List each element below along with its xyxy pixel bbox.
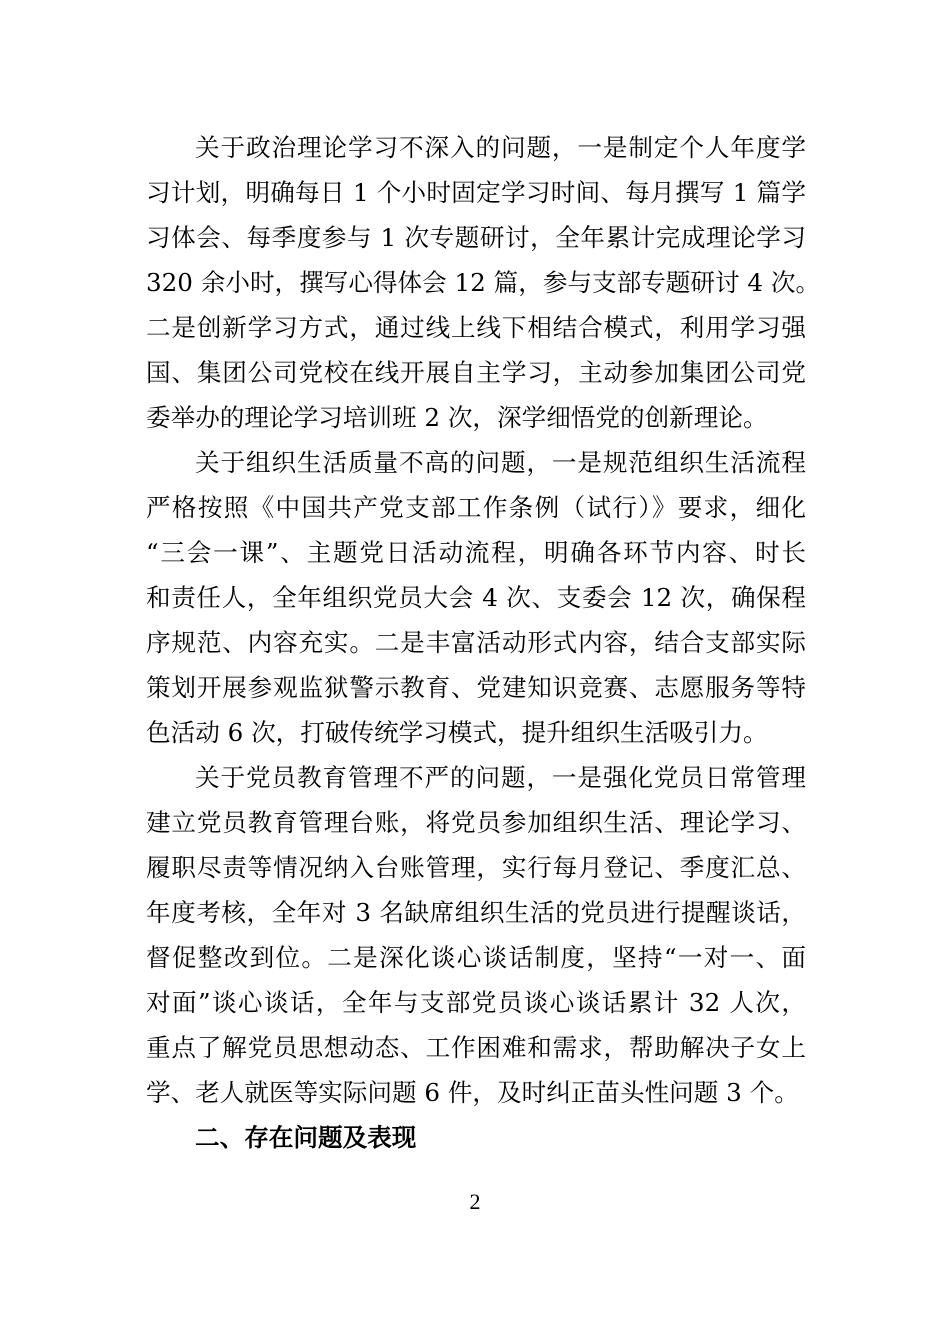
paragraph-1-line-3: 习体会、每季度参与 1 次专题研讨，全年累计完成理论学习 [146,223,806,252]
paragraph-3-line-3: 履职尽责等情况纳入台账管理，实行每月登记、季度汇总、 [146,853,806,882]
paragraph-3-line-1: 关于党员教育管理不严的问题，一是强化党员日常管理 [195,763,806,792]
paragraph-2-line-5: 序规范、内容充实。二是丰富活动形式内容，结合支部实际 [146,628,806,657]
section-heading: 二、存在问题及表现 [195,1123,417,1152]
paragraph-2-line-3: “三会一课”、主题党日活动流程，明确各环节内容、时长 [146,538,806,567]
paragraph-1-line-5: 二是创新学习方式，通过线上线下相结合模式，利用学习强 [146,313,806,342]
paragraph-2-line-4: 和责任人，全年组织党员大会 4 次、支委会 12 次，确保程 [146,583,806,612]
paragraph-1-line-2: 习计划，明确每日 1 个小时固定学习时间、每月撰写 1 篇学 [146,178,806,207]
paragraph-2-line-2: 严格按照《中国共产党支部工作条例（试行）》要求，细化 [146,493,806,522]
paragraph-1-line-6: 国、集团公司党校在线开展自主学习，主动参加集团公司党 [146,358,806,387]
paragraph-2-line-1: 关于组织生活质量不高的问题，一是规范组织生活流程 [195,448,806,477]
paragraph-3-line-6: 对面”谈心谈话，全年与支部党员谈心谈话累计 32 人次， [146,988,806,1017]
paragraph-1-line-4: 320 余小时，撰写心得体会 12 篇，参与支部专题研讨 4 次。 [146,268,821,297]
paragraph-3-line-8: 学、老人就医等实际问题 6 件，及时纠正苗头性问题 3 个。 [146,1078,799,1107]
paragraph-3-line-4: 年度考核，全年对 3 名缺席组织生活的党员进行提醒谈话， [146,898,806,927]
paragraph-2-line-6: 策划开展参观监狱警示教育、党建知识竞赛、志愿服务等特 [146,673,806,702]
paragraph-3-line-5: 督促整改到位。二是深化谈心谈话制度，坚持“一对一、面 [146,943,806,972]
paragraph-1-line-7: 委举办的理论学习培训班 2 次，深学细悟党的创新理论。 [146,403,768,432]
page-number: 2 [469,1189,481,1214]
paragraph-2-line-7: 色活动 6 次，打破传统学习模式，提升组织生活吸引力。 [146,718,768,747]
paragraph-3-line-2: 建立党员教育管理台账，将党员参加组织生活、理论学习、 [146,808,806,837]
paragraph-3-line-7: 重点了解党员思想动态、工作困难和需求，帮助解决子女上 [146,1033,806,1062]
paragraph-1-line-1: 关于政治理论学习不深入的问题，一是制定个人年度学 [195,133,806,162]
